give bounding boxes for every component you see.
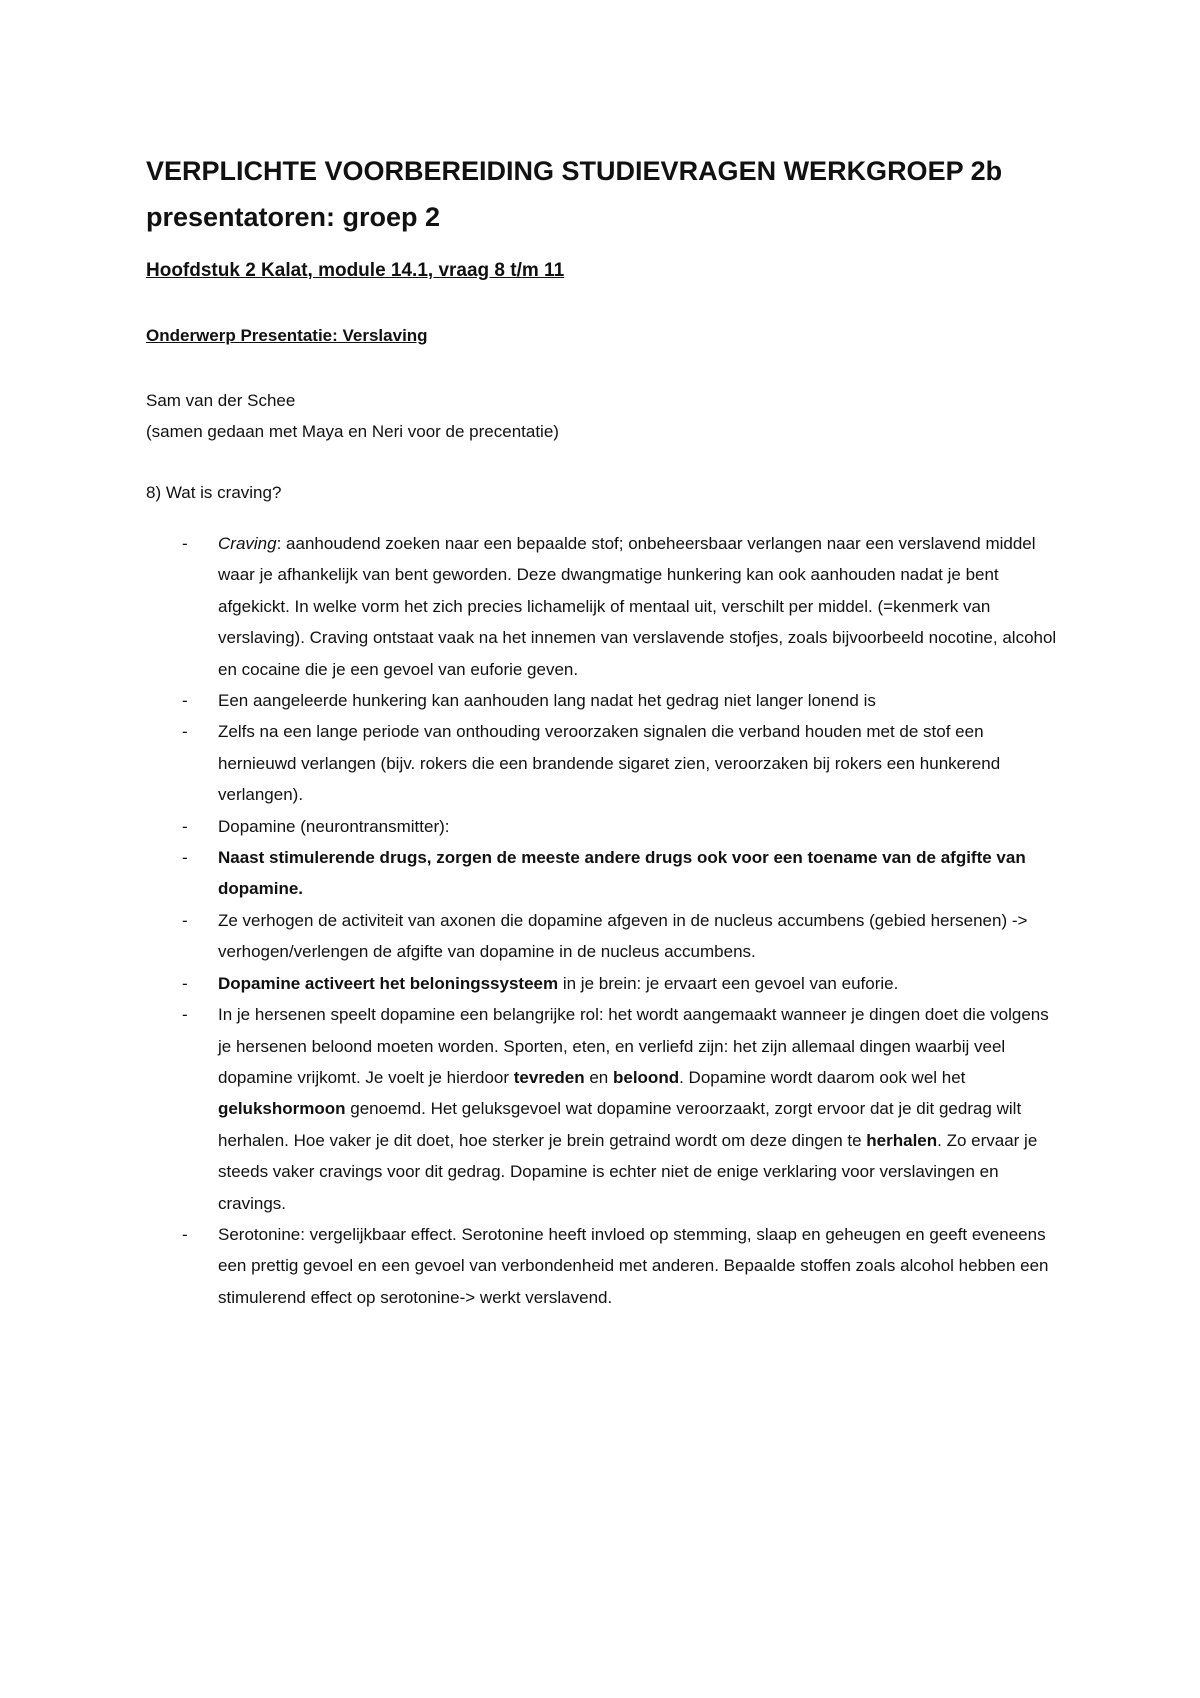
bullet-marker: - [182, 534, 188, 553]
bullet-marker: - [182, 1224, 188, 1244]
answer-list [146, 528, 1066, 1313]
term-craving: Craving [218, 534, 277, 553]
list-item-text: genoemd. Het geluksgevoel wat dopamine veroorzaakt, zorgt ervoor dat je dit gedrag wilt herhalen. Hoe vaker je dit doet, hoe sterker je brein getraind wordt om deze dingen te [218, 1099, 1022, 1150]
list-item [146, 528, 1066, 685]
list-item [146, 811, 1066, 842]
list-item-bold-text: Dopamine activeert het beloningssysteem [218, 973, 559, 993]
list-item-text: In je hersenen speelt dopamine een belangrijke rol: het wordt aangemaakt wanneer je dingen doet die volgens je hersenen beloond moeten worden. Sporten, eten, en verliefd zijn: het zijn allemaal dingen waarbij veel dopamine vrijkomt. Je voelt je hierdoor [218, 1005, 1049, 1087]
document-title [146, 148, 1146, 240]
list-item-text: : aanhoudend zoeken naar een bepaalde stof; onbeheersbaar verlangen naar een verslavend middel waar je afhankelijk van bent geworden. Deze dwangmatige hunkering kan ook aanhouden nadat je bent afgekickt. In welke vorm het zich precies lichamelijk of mentaal uit, verschilt per middel. (=kenmerk van verslaving). Craving ontstaat vaak na het innemen van verslavende stofjes, zoals bijvoorbeeld nocotine, alcohol en cocaine die je een gevoel van euforie geven. [218, 534, 1057, 679]
bold-term-beloond: beloond [612, 1067, 680, 1087]
list-item [146, 685, 1066, 716]
list-item [146, 842, 1066, 905]
title-line-2: presentatoren: groep 2 [146, 202, 441, 232]
bold-term-tevreden: tevreden [513, 1067, 585, 1087]
author-name: Sam van der Schee [146, 391, 296, 410]
list-item-text: Zelfs na een lange periode van onthouding veroorzaken signalen die verband houden met de stof een hernieuwd verlangen (bijv. rokers die een brandende sigaret zien, veroorzaken bij rokers een hunkerend verlangen). [218, 722, 1001, 805]
list-item-bold-text: Naast stimulerende drugs, zorgen de meeste andere drugs ook voor een toename van de afgifte van dopamine. [218, 848, 1026, 899]
list-item-text: in je brein: je ervaart een gevoel van euforie. [558, 973, 899, 993]
list-item [146, 1219, 1066, 1313]
title-line-1: VERPLICHTE VOORBEREIDING STUDIEVRAGEN WERKGROEP 2b [146, 156, 1003, 186]
bullet-marker: - [182, 816, 188, 836]
author-note: (samen gedaan met Maya en Neri voor de precentatie) [146, 422, 559, 441]
bullet-marker: - [182, 722, 188, 742]
list-item-text: Ze verhogen de activiteit van axonen die dopamine afgeven in de nucleus accumbens (gebied hersenen) -> verhogen/verlengen de afgifte van dopamine in de nucleus accumbens. [218, 910, 1028, 962]
author-block [146, 385, 559, 447]
list-item [146, 905, 1066, 968]
chapter-heading: Hoofdstuk 2 Kalat, module 14.1, vraag 8 t/m 11 [146, 260, 565, 281]
bullet-marker: - [182, 848, 188, 868]
bold-term-gelukshormoon: gelukshormoon [218, 1099, 346, 1119]
bullet-marker: - [182, 1005, 188, 1025]
bullet-marker: - [182, 691, 188, 711]
list-item [146, 968, 1066, 999]
list-item [146, 716, 1066, 810]
list-item-text: Dopamine (neurontransmitter): [218, 816, 450, 836]
bullet-marker: - [182, 973, 188, 993]
subject-heading: Onderwerp Presentatie: Verslaving [146, 326, 428, 345]
bold-term-herhalen: herhalen [866, 1130, 938, 1150]
question-heading: 8) Wat is craving? [146, 483, 282, 502]
list-item-text: . Zo ervaar je steeds vaker cravings voor dit gedrag. Dopamine is echter niet de enige verklaring voor verslavingen en cravings. [218, 1130, 1038, 1213]
bullet-marker: - [182, 910, 188, 930]
list-item-text: Een aangeleerde hunkering kan aanhouden lang nadat het gedrag niet langer lonend is [218, 691, 876, 711]
list-item-text: en [584, 1067, 613, 1087]
list-item [146, 999, 1066, 1219]
list-item-text: Serotonine: vergelijkbaar effect. Serotonine heeft invloed op stemming, slaap en geheugen en geeft eveneens een prettig gevoel en een gevoel van verbondenheid met anderen. Bepaalde stoffen zoals alcohol hebben een stimulerend effect op serotonine-> werkt verslavend. [218, 1224, 1049, 1307]
list-item-text: . Dopamine wordt daarom ook wel het [679, 1067, 966, 1087]
